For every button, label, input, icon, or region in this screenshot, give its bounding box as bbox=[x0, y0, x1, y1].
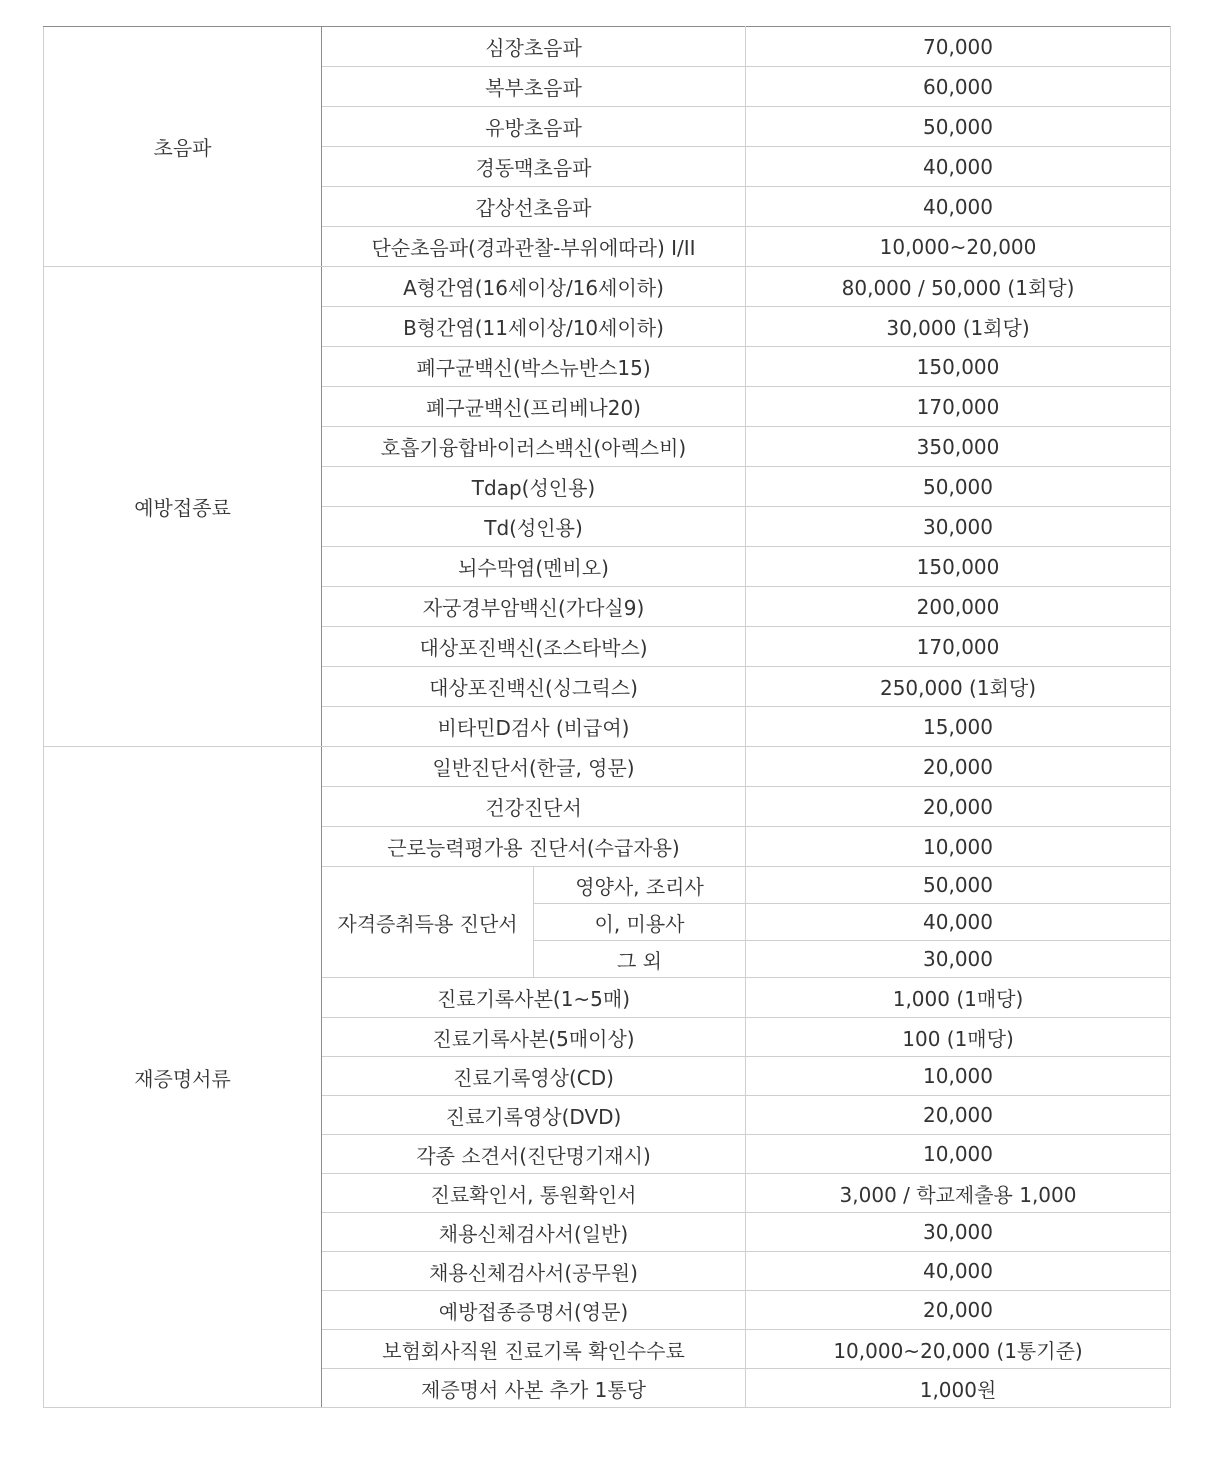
price-cell: 170,000 bbox=[746, 627, 1171, 667]
price-cell: 40,000 bbox=[746, 1252, 1171, 1291]
price-cell: 40,000 bbox=[746, 904, 1171, 941]
item-cell: 단순초음파(경과관찰-부위에따라) I/II bbox=[322, 227, 746, 267]
price-cell: 50,000 bbox=[746, 107, 1171, 147]
item-cell: 비타민D검사 (비급여) bbox=[322, 707, 746, 747]
price-cell: 50,000 bbox=[746, 867, 1171, 904]
item-cell: 건강진단서 bbox=[322, 787, 746, 827]
table-row bbox=[44, 747, 1171, 787]
price-cell: 100 (1매당) bbox=[746, 1018, 1171, 1057]
price-cell: 10,000 bbox=[746, 1057, 1171, 1096]
item-cell: B형간염(11세이상/10세이하) bbox=[322, 307, 746, 347]
item-cell: 대상포진백신(조스타박스) bbox=[322, 627, 746, 667]
category-cell: 초음파 bbox=[44, 27, 322, 267]
item-cell: 갑상선초음파 bbox=[322, 187, 746, 227]
price-cell: 40,000 bbox=[746, 147, 1171, 187]
category-cell: 예방접종료 bbox=[44, 267, 322, 747]
price-cell: 30,000 (1회당) bbox=[746, 307, 1171, 347]
table-row bbox=[44, 267, 1171, 307]
price-cell: 50,000 bbox=[746, 467, 1171, 507]
price-cell: 20,000 bbox=[746, 1291, 1171, 1330]
item-cell: Td(성인용) bbox=[322, 507, 746, 547]
price-cell: 30,000 bbox=[746, 1213, 1171, 1252]
item-cell: 진료기록사본(5매이상) bbox=[322, 1018, 746, 1057]
item-cell: 자궁경부암백신(가다실9) bbox=[322, 587, 746, 627]
price-cell: 80,000 / 50,000 (1회당) bbox=[746, 267, 1171, 307]
price-cell: 250,000 (1회당) bbox=[746, 667, 1171, 707]
item-cell: 유방초음파 bbox=[322, 107, 746, 147]
price-cell: 3,000 / 학교제출용 1,000 bbox=[746, 1174, 1171, 1213]
price-cell: 10,000~20,000 (1통기준) bbox=[746, 1330, 1171, 1369]
price-cell: 10,000 bbox=[746, 827, 1171, 867]
item-cell: 일반진단서(한글, 영문) bbox=[322, 747, 746, 787]
item-cell: 진료기록영상(CD) bbox=[322, 1057, 746, 1096]
sub-item-cell: 이, 미용사 bbox=[534, 904, 746, 941]
subcategory-cell: 자격증취득용 진단서 bbox=[322, 867, 534, 978]
price-cell: 30,000 bbox=[746, 941, 1171, 978]
price-cell: 20,000 bbox=[746, 787, 1171, 827]
price-cell: 1,000 (1매당) bbox=[746, 978, 1171, 1018]
item-cell: 폐구균백신(프리베나20) bbox=[322, 387, 746, 427]
item-cell: 진료기록사본(1~5매) bbox=[322, 978, 746, 1018]
category-cell: 재증명서류 bbox=[44, 747, 322, 1408]
item-cell: 심장초음파 bbox=[322, 27, 746, 67]
item-cell: 경동맥초음파 bbox=[322, 147, 746, 187]
price-cell: 10,000~20,000 bbox=[746, 227, 1171, 267]
price-cell: 20,000 bbox=[746, 747, 1171, 787]
item-cell: 예방접종증명서(영문) bbox=[322, 1291, 746, 1330]
item-cell: 보험회사직원 진료기록 확인수수료 bbox=[322, 1330, 746, 1369]
item-cell: 진료확인서, 통원확인서 bbox=[322, 1174, 746, 1213]
item-cell: 각종 소견서(진단명기재시) bbox=[322, 1135, 746, 1174]
item-cell: 복부초음파 bbox=[322, 67, 746, 107]
price-cell: 200,000 bbox=[746, 587, 1171, 627]
price-cell: 10,000 bbox=[746, 1135, 1171, 1174]
sub-item-cell: 영양사, 조리사 bbox=[534, 867, 746, 904]
price-cell: 40,000 bbox=[746, 187, 1171, 227]
item-cell: 폐구균백신(박스뉴반스15) bbox=[322, 347, 746, 387]
item-cell: 대상포진백신(싱그릭스) bbox=[322, 667, 746, 707]
price-cell: 20,000 bbox=[746, 1096, 1171, 1135]
item-cell: 채용신체검사서(일반) bbox=[322, 1213, 746, 1252]
table-row bbox=[44, 27, 1171, 67]
fee-table-body bbox=[44, 27, 1171, 1408]
price-cell: 30,000 bbox=[746, 507, 1171, 547]
price-cell: 1,000원 bbox=[746, 1369, 1171, 1408]
item-cell: A형간염(16세이상/16세이하) bbox=[322, 267, 746, 307]
item-cell: 제증명서 사본 추가 1통당 bbox=[322, 1369, 746, 1408]
price-cell: 60,000 bbox=[746, 67, 1171, 107]
item-cell: 뇌수막염(멘비오) bbox=[322, 547, 746, 587]
price-cell: 15,000 bbox=[746, 707, 1171, 747]
item-cell: 근로능력평가용 진단서(수급자용) bbox=[322, 827, 746, 867]
item-cell: 채용신체검사서(공무원) bbox=[322, 1252, 746, 1291]
item-cell: 호흡기융합바이러스백신(아렉스비) bbox=[322, 427, 746, 467]
fee-table bbox=[43, 26, 1171, 1408]
item-cell: Tdap(성인용) bbox=[322, 467, 746, 507]
price-cell: 170,000 bbox=[746, 387, 1171, 427]
sub-item-cell: 그 외 bbox=[534, 941, 746, 978]
price-cell: 150,000 bbox=[746, 347, 1171, 387]
price-cell: 350,000 bbox=[746, 427, 1171, 467]
price-cell: 150,000 bbox=[746, 547, 1171, 587]
item-cell: 진료기록영상(DVD) bbox=[322, 1096, 746, 1135]
price-cell: 70,000 bbox=[746, 27, 1171, 67]
